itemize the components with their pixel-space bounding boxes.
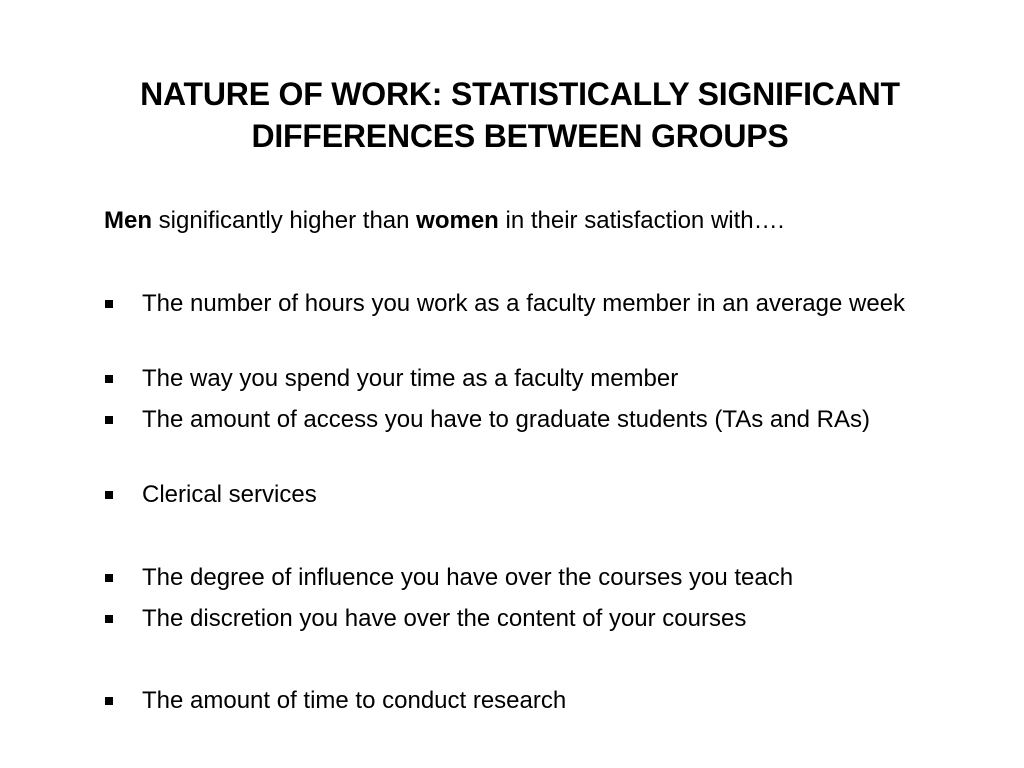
intro-text-1: significantly higher than [152, 207, 417, 234]
bullet-text: The discretion you have over the content of your courses [142, 605, 747, 632]
list-item [104, 287, 944, 321]
list-item [104, 478, 944, 512]
list-item [104, 561, 944, 595]
square-bullet-icon [105, 416, 113, 424]
intro-text [104, 204, 944, 238]
intro-bold-men: Men [104, 207, 152, 234]
list-item [104, 684, 944, 718]
title-line-1: NATURE OF WORK: STATISTICALLY SIGNIFICANT [140, 76, 900, 112]
list-item [104, 602, 944, 636]
title-line-2: DIFFERENCES BETWEEN GROUPS [251, 118, 789, 154]
square-bullet-icon [105, 615, 113, 623]
bullet-text: The amount of access you have to graduate students (TAs and RAs) [142, 406, 870, 433]
intro-text-2: in their satisfaction with…. [498, 207, 785, 234]
bullet-text: The amount of time to conduct research [142, 687, 567, 714]
bullet-text: Clerical services [142, 481, 317, 508]
square-bullet-icon [105, 697, 113, 705]
square-bullet-icon [105, 300, 113, 308]
bullet-text: The degree of influence you have over the courses you teach [142, 564, 794, 591]
square-bullet-icon [105, 491, 113, 499]
slide-title [60, 73, 980, 157]
intro-bold-women: women [416, 207, 499, 234]
list-item [104, 403, 944, 437]
bullet-text: The way you spend your time as a faculty member [142, 365, 679, 392]
square-bullet-icon [105, 574, 113, 582]
list-item [104, 362, 944, 396]
bullet-text: The number of hours you work as a faculty member in an average week [142, 290, 906, 317]
square-bullet-icon [105, 375, 113, 383]
